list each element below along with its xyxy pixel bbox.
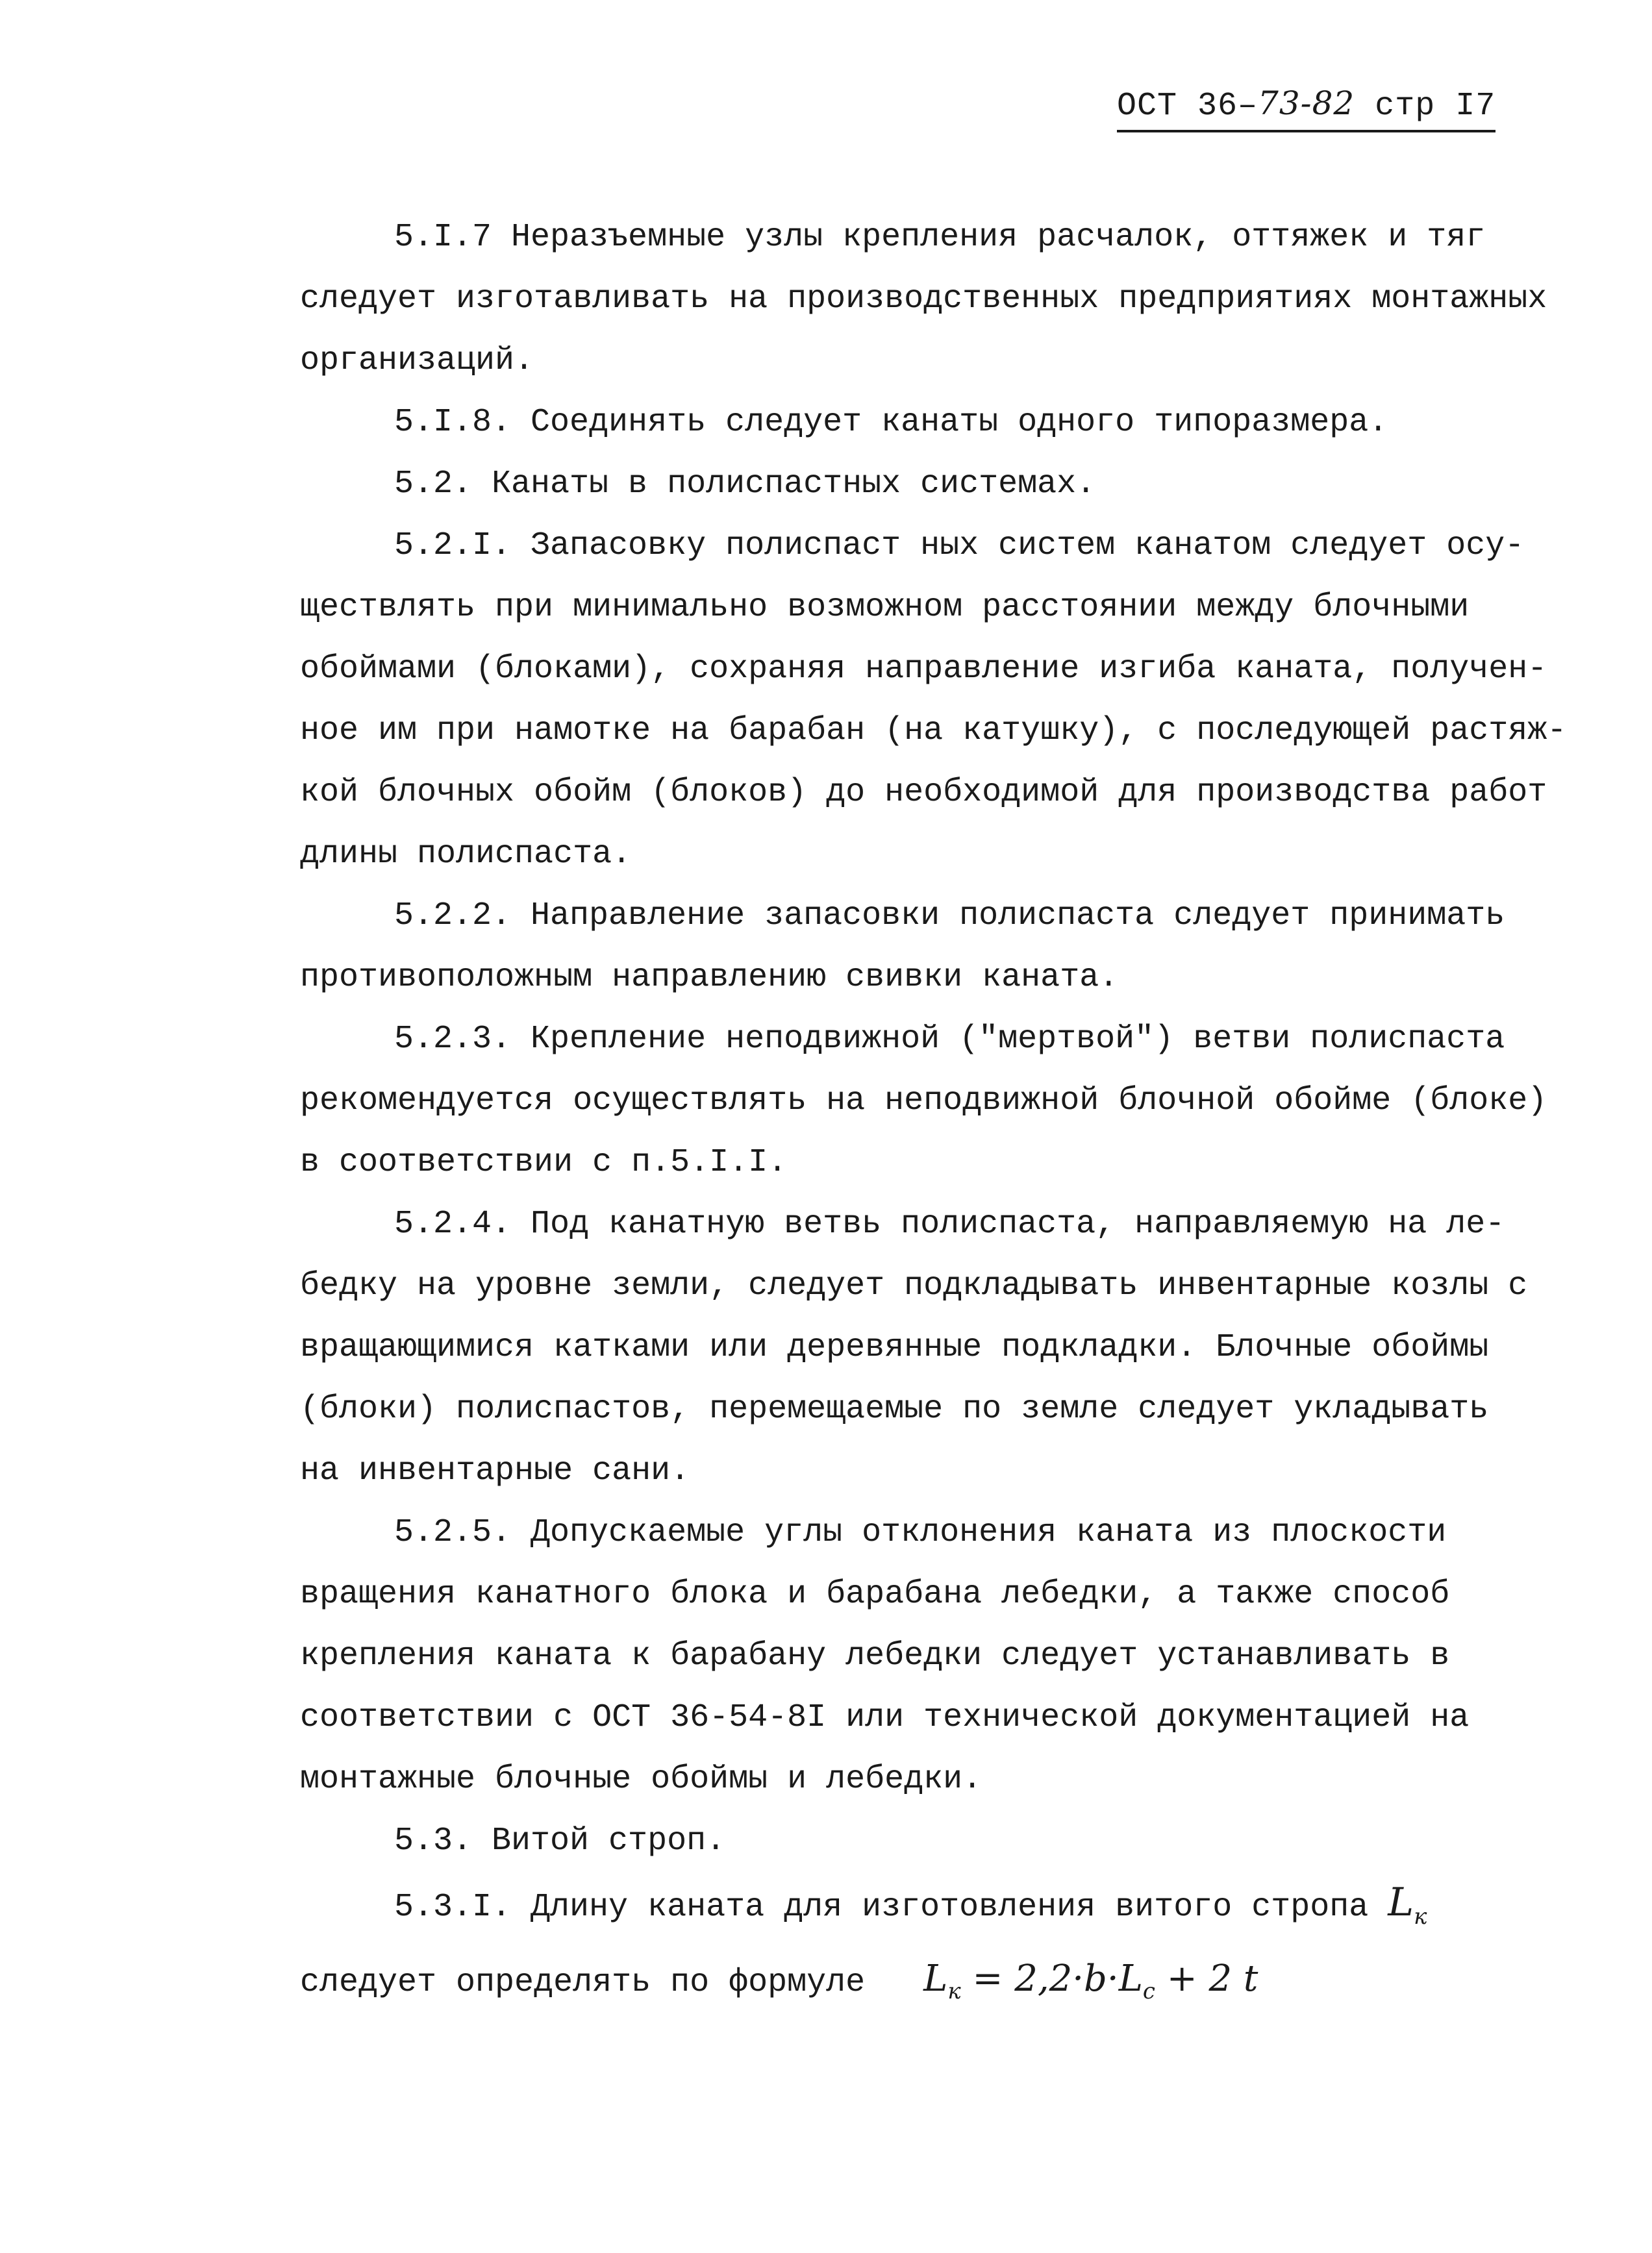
formula-part: = 2,2·b·L — [960, 1958, 1143, 2000]
text-line: кой блочных обойм (блоков) до необходимой для производства работ — [300, 774, 1547, 811]
paragraph-5-3 — [300, 1810, 1547, 1872]
paragraph-5-1-8 — [300, 392, 1547, 453]
text-line: соответствии с ОСТ 36-54-8I или технической документацией на — [300, 1699, 1470, 1736]
text-line: 5.3.I. Длину каната для изготовления витого стропа — [394, 1889, 1369, 1926]
paragraph-5-1-7 — [300, 206, 1547, 392]
doc-number-handwritten: 73-82 — [1258, 84, 1355, 122]
text-line: в соответствии с п.5.I.I. — [300, 1144, 788, 1181]
formula-line — [300, 1948, 1547, 2023]
text-line: вращения канатного блока и барабана лебедки, а также способ — [300, 1576, 1450, 1613]
text-line: 5.2.3. Крепление неподвижной ("мертвой") ветви полиспаста — [394, 1021, 1505, 1058]
paragraph-5-2 — [300, 453, 1547, 515]
text-line: 5.2.5. Допускаемые углы отклонения каната из плоскости — [394, 1514, 1447, 1551]
text-line: ное им при намотке на барабан (на катушку), с последующей растяж- — [300, 712, 1567, 749]
paragraph-5-2-2 — [300, 885, 1547, 1008]
text-line: на инвентарные сани. — [300, 1452, 690, 1489]
section-heading: 5.2. Канаты в полиспастных системах. — [394, 466, 1096, 503]
paragraph-5-3-1 — [300, 1872, 1547, 2023]
text-line: 5.2.I. Запасовку полиспаст ных систем канатом следует осу- — [394, 527, 1525, 564]
formula-subscript: с — [1142, 1978, 1155, 2005]
text-line: бедку на уровне земли, следует подкладывать инвентарные козлы с — [300, 1267, 1528, 1304]
text-line: 5.2.4. Под канатную ветвь полиспаста, направляемую на ле- — [394, 1206, 1505, 1243]
text-line: противоположным направлению свивки каната. — [300, 959, 1119, 996]
paragraph-5-2-3 — [300, 1008, 1547, 1193]
text-line: длины полиспаста. — [300, 836, 632, 873]
section-heading: 5.3. Витой строп. — [394, 1823, 726, 1860]
text-line: (блоки) полиспастов, перемещаемые по земле следует укладывать — [300, 1391, 1489, 1428]
text-line: 5.I.8. Соединять следует канаты одного типоразмера. — [394, 404, 1388, 441]
paragraph-5-2-4 — [300, 1193, 1547, 1502]
text-line: 5.I.7 Неразъемные узлы крепления расчалок, оттяжек и тяг — [394, 219, 1486, 256]
formula-symbol: L — [1388, 1880, 1414, 1925]
formula-symbol-lk — [1388, 1880, 1427, 1930]
formula — [923, 1958, 1258, 2005]
text-line: рекомендуется осуществлять на неподвижной блочной обойме (блоке) — [300, 1082, 1547, 1119]
page-header — [1117, 84, 1496, 132]
text-line: монтажные блочные обоймы и лебедки. — [300, 1761, 982, 1798]
text-line: обоймами (блоками), сохраняя направление изгиба каната, получен- — [300, 651, 1547, 688]
page-number: стр I7 — [1355, 88, 1496, 125]
text-line: вращающимися катками или деревянные подкладки. Блочные обоймы — [300, 1329, 1489, 1366]
text-line: 5.2.2. Направление запасовки полиспаста следует принимать — [394, 897, 1505, 934]
formula-subscript: к — [1414, 1904, 1427, 1930]
formula-part: + 2 t — [1155, 1958, 1258, 2000]
text-line: крепления каната к барабану лебедки следует устанавливать в — [300, 1637, 1450, 1674]
paragraph-5-2-1 — [300, 515, 1567, 885]
text-line: организаций. — [300, 342, 534, 379]
formula-subscript: к — [947, 1978, 961, 2005]
paragraph-5-2-5 — [300, 1502, 1547, 1810]
text-line-with-symbol — [300, 1872, 1547, 1948]
document-body — [300, 206, 1567, 2023]
text-line: следует определять по формуле — [300, 1964, 866, 2001]
text-line: следует изготавливать на производственных предприятиях монтажных — [300, 280, 1547, 317]
text-line: ществлять при минимально возможном расстоянии между блочными — [300, 589, 1470, 626]
formula-part: L — [923, 1958, 948, 2000]
doc-number: ОСТ 36– — [1117, 88, 1258, 125]
